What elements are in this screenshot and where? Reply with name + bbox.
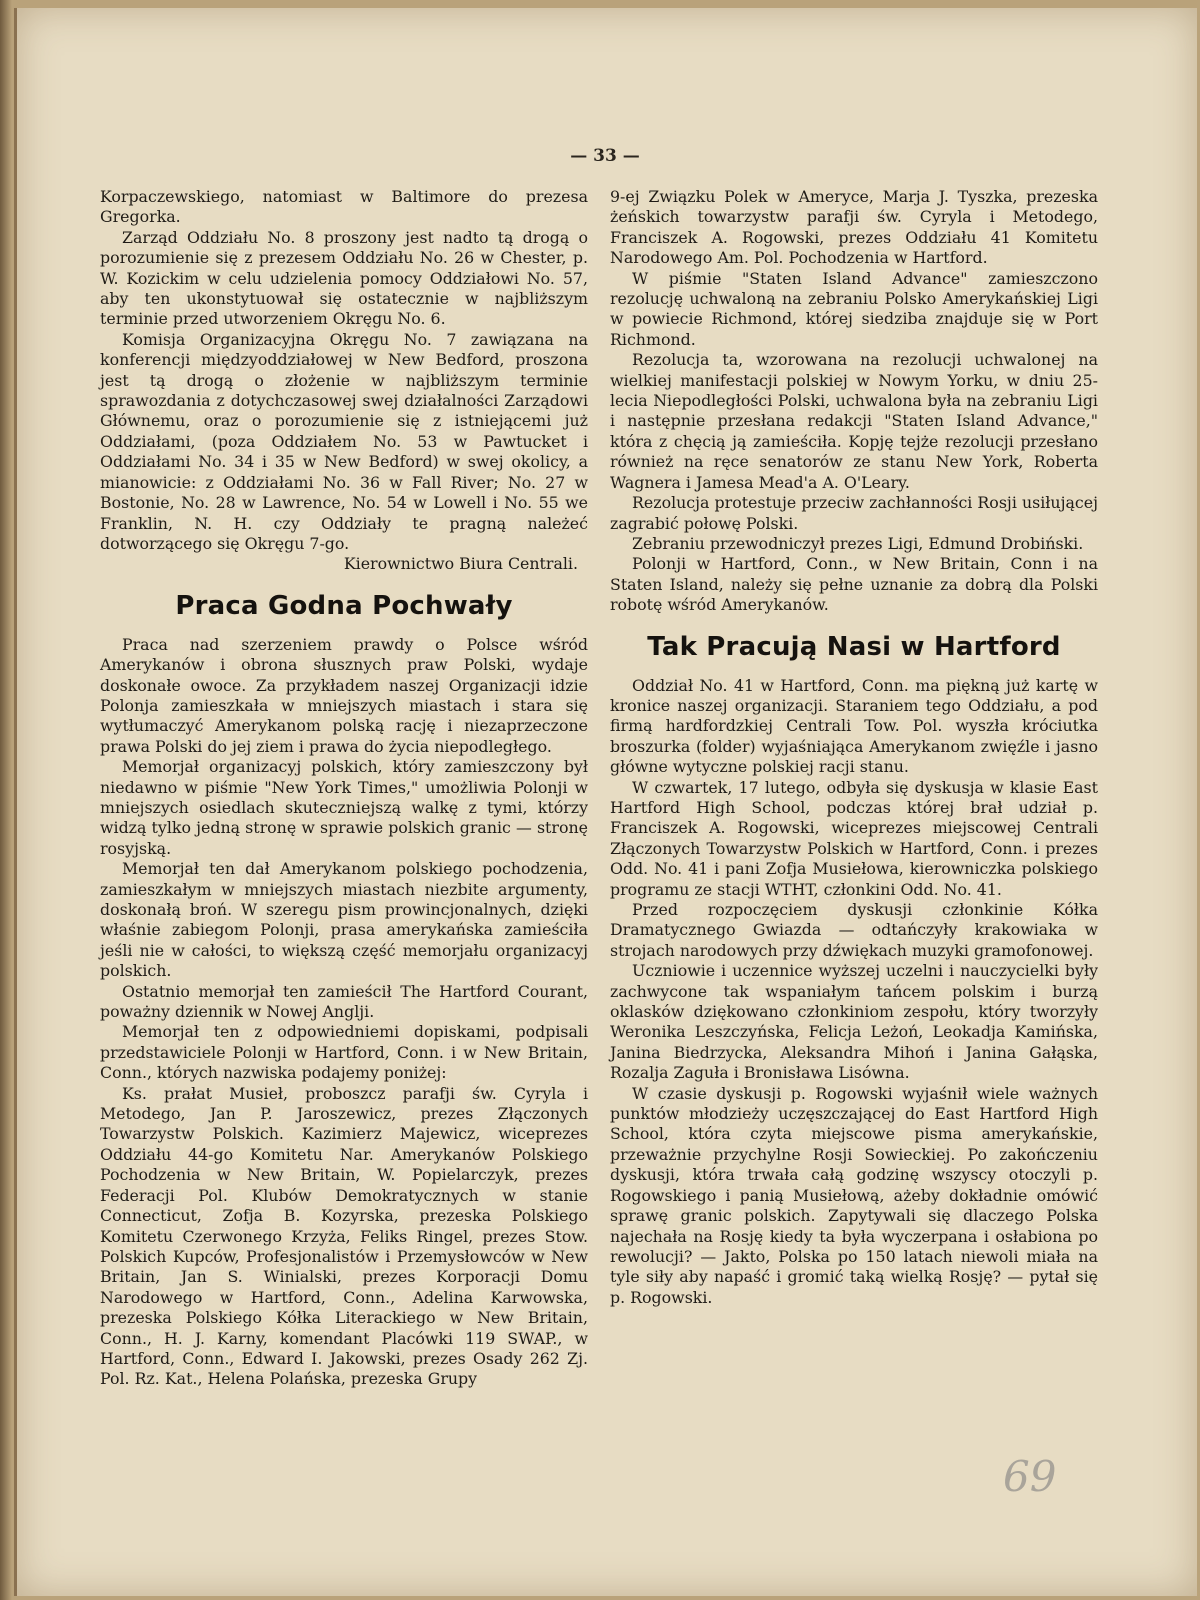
paragraph: Zebraniu przewodniczył prezes Ligi, Edmund Drobiński. — [632, 533, 1084, 553]
paragraph: Komisja Organizacyjna Okręgu No. 7 zawiązana na konferencji międzyoddziałowej w New Bedford, proszona jest tą drogą o złożenie w najbliższym terminie sprawozdania z dotychczasowej swej działalności Zarządowi Głównemu, oraz o porozumienie się z istniejącemi już Oddziałami, (poza Oddziałem No. 53 w Pawtucket i Oddziałami No. 34 i 35 w New Bedford) w swej okolicy, a mianowicie: z Oddziałami No. 36 w Fall River; No. 27 w Bostonie, No. 28 w Lawrence, No. 54 w Lowell i No. 55 we Franklin, N. H. czy Oddziały te pragną należeć dotworzącego się Okręgu 7-go. — [100, 329, 588, 553]
paragraph: Praca nad szerzeniem prawdy o Polsce wśród Amerykanów i obrona słusznych praw Polski, wydaje doskonałe owoce. Za przykładem naszej Organizacji idzie Polonja zamieszkała w mniejszych miastach i stara się wytłumaczyć Amerykanom polską rację i niezaprzeczone prawa Polski do jej ziem i prawa do życia niepodległego. — [100, 634, 588, 756]
paragraph: Oddział No. 41 w Hartford, Conn. ma piękną już kartę w kronice naszej organizacji. Staraniem tego Oddziału, a pod firmą hardfordzkiej Centrali Tow. Pol. wyszła króciutka broszurka (folder) wyjaśniająca Amerykanom zwięźle i jasno główne wytyczne polskiej racji stanu. — [610, 675, 1098, 777]
handwritten-page-annotation: 69 — [1003, 1452, 1057, 1501]
paragraph: W czwartek, 17 lutego, odbyła się dyskusja w klasie East Hartford High School, podczas której brał udział p. Franciszek A. Rogowski, wiceprezes miejscowej Centrali Złączonych Towarzystw Polskich w Hartford, Conn. i prezes Odd. No. 41 i pani Zofja Musiełowa, kierowniczka polskiego programu ze stacji WTHT, członkini Odd. No. 41. — [610, 777, 1098, 899]
paragraph: Memorjał organizacyj polskich, który zamieszczony był niedawno w piśmie "New York Times," umożliwia Polonji w mniejszych osiedlach skuteczniejszą walkę z tymi, którzy widzą tylko jedną stronę w sprawie polskich granic — stronę rosyjską. — [100, 757, 588, 858]
page-number: — 33 — — [570, 146, 640, 166]
paragraph: W piśmie "Staten Island Advance" zamieszczono rezolucję uchwaloną na zebraniu Polsko Amerykańskiej Ligi w powiecie Richmond, której siedziba znajduje się w Port Richmond. — [610, 268, 1098, 349]
paragraph: Uczniowie i uczennice wyższej uczelni i nauczycielki były zachwycone tak wspaniałym tańcem polskim i burzą oklasków dziękowano członkiniom zespołu, który tworzyły Weronika Leszczyńska, Felicja Leżoń, Leokadja Kamińska, Janina Biedrzycka, Aleksandra Mihoń i Janina Gałąska, Rozalja Zaguła i Bronisława Lisówna. — [610, 961, 1098, 1083]
paragraph: Rezolucja ta, wzorowana na rezolucji uchwalonej na wielkiej manifestacji polskiej w Nowym Yorku, w dniu 25-lecia Niepodległości Polski, uchwalona była na zebraniu Ligi i następnie przesłana redakcji "Staten Island Advance," która z chęcią ją zamieściła. Kopję tejże rezolucji przesłano również na ręce senatorów ze stanu New York, Roberta Wagnera i Jamesa Mead'a A. O'Leary. — [610, 350, 1098, 492]
left-column — [100, 187, 588, 1390]
book-spine-shadow — [0, 0, 12, 1600]
article-heading: Praca Godna Pochwały — [175, 590, 513, 621]
right-column — [610, 187, 1098, 1308]
paragraph: Polonji w Hartford, Conn., w New Britain, Conn i na Staten Island, należy się pełne uznanie za dobrą dla Polski robotę wśród Amerykanów. — [610, 554, 1098, 615]
paragraph: Memorjał ten dał Amerykanom polskiego pochodzenia, zamieszkałym w mniejszych miastach niezbite argumenty, doskonałą broń. W szeregu pism prowincjonalnych, dzięki właśnie zabiegom Polonji, prasa amerykańska zamieściła jeśli nie w całości, to większą część memorjału organizacyj polskich. — [100, 859, 588, 981]
paragraph: Korpaczewskiego, natomiast w Baltimore do prezesa Gregorka. — [100, 187, 588, 227]
paragraph: Zarząd Oddziału No. 8 proszony jest nadto tą drogą o porozumienie się z prezesem Oddziału No. 26 w Chester, p. W. Kozickim w celu udzielenia pomocy Oddziałowi No. 57, aby ten ukonstytuował się ostatecznie w najbliższym terminie przed utworzeniem Okręgu No. 6. — [100, 227, 588, 329]
paragraph: Ostatnio memorjał ten zamieścił The Hartford Courant, poważny dziennik w Nowej Anglji. — [100, 981, 588, 1022]
paragraph: Rezolucja protestuje przeciw zachłanności Rosji usiłującej zagrabić połowę Polski. — [610, 493, 1098, 533]
signature: Kierownictwo Biura Centrali. — [343, 554, 578, 574]
paragraph: 9-ej Związku Polek w Ameryce, Marja J. Tyszka, prezeska żeńskich towarzystw parafji św. Cyryla i Metodego, Franciszek A. Rogowski, prezes Oddziału 41 Komitetu Narodowego Am. Pol. Pochodzenia w Hartford. — [610, 187, 1098, 268]
paragraph: W czasie dyskusji p. Rogowski wyjaśnił wiele ważnych punktów młodzieży uczęszczającej do East Hartford High School, która czyta miejscowe pisma amerykańskie, przeważnie przychylne Rosji Sowieckiej. Po zakończeniu dyskusji, która trwała całą godzinę wszyscy otoczyli p. Rogowskiego i panią Musiełową, ażeby dokładnie omówić sprawę granic polskich. Zapytywali się dlaczego Polska najechała na Rosję kiedy ta była wyczerpana i osłabiona po rewolucji? — Jakto, Polska po 150 latach niewoli miała na tyle siły aby napaść i gromić taką wielką Rosję? — pytał się p. Rogowski. — [610, 1083, 1098, 1307]
paragraph: Ks. prałat Musieł, proboszcz parafji św. Cyryla i Metodego, Jan P. Jaroszewicz, prezes Złączonych Towarzystw Polskich. Kazimierz Majewicz, wiceprezes Oddziału 44-go Komitetu Nar. Amerykanów Polskiego Pochodzenia w New Britain, W. Popielarczyk, prezes Federacji Pol. Klubów Demokratycznych w stanie Connecticut, Zofja B. Kozyrska, prezeska Polskiego Komitetu Czerwonego Krzyża, Feliks Ringel, prezes Stow. Polskich Kupców, Profesjonalistów i Przemysłowców w New Britain, Jan S. Winialski, prezes Korporacji Domu Narodowego w Hartford, Conn., Adelina Karwowska, prezeska Polskiego Kółka Literackiego w New Britain, Conn., H. J. Karny, komendant Placówki 119 SWAP., w Hartford, Conn., Edward I. Jakowski, prezes Osady 262 Zj. Pol. Rz. Kat., Helena Polańska, prezeska Grupy — [100, 1083, 588, 1389]
article-heading: Tak Pracują Nasi w Hartford — [647, 631, 1061, 662]
paragraph: Przed rozpoczęciem dyskusji członkinie Kółka Dramatycznego Gwiazda — odtańczyły krakowiaka w strojach narodowych przy dźwiękach muzyki gramofonowej. — [610, 900, 1098, 960]
paragraph: Memorjał ten z odpowiedniemi dopiskami, podpisali przedstawiciele Polonji w Hartford, Conn. i w New Britain, Conn., których nazwiska podajemy poniżej: — [100, 1022, 588, 1083]
